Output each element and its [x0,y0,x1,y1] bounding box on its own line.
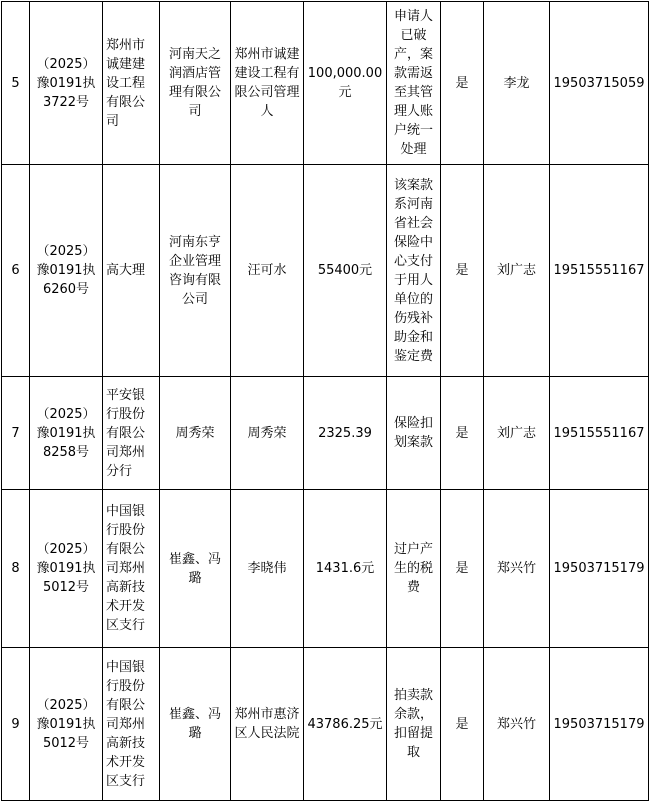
reason: 拍卖款余款，扣留提取 [387,648,441,801]
amount: 55400元 [304,165,387,377]
respondent: 崔鑫、冯璐 [160,648,231,801]
payee: 李晓伟 [231,490,304,648]
row-number: 5 [2,2,30,165]
row-number: 9 [2,648,30,801]
case-number: （2025）豫0191执5012号 [30,648,103,801]
respondent: 河南天之润酒店管理有限公司 [160,2,231,165]
flag: 是 [441,490,484,648]
case-number: （2025）豫0191执5012号 [30,490,103,648]
case-number: （2025）豫0191执3722号 [30,2,103,165]
respondent: 崔鑫、冯璐 [160,490,231,648]
judge: 刘广志 [484,377,550,490]
table-row [2,490,649,648]
phone: 19503715179 [550,490,649,648]
reason: 保险扣划案款 [387,377,441,490]
respondent: 河南东亨企业管理咨询有限公司 [160,165,231,377]
applicant: 高大理 [103,165,160,377]
row-number: 8 [2,490,30,648]
amount: 1431.6元 [304,490,387,648]
table-row [2,648,649,801]
applicant: 平安银行股份有限公司郑州分行 [103,377,160,490]
amount: 43786.25元 [304,648,387,801]
payee: 周秀荣 [231,377,304,490]
reason: 该案款系河南省社会保险中心支付于用人单位的伤残补助金和鉴定费 [387,165,441,377]
judge: 郑兴竹 [484,648,550,801]
row-number: 7 [2,377,30,490]
table-row [2,165,649,377]
reason: 过户产生的税费 [387,490,441,648]
payee: 汪可水 [231,165,304,377]
flag: 是 [441,2,484,165]
phone: 19515551167 [550,165,649,377]
case-number: （2025）豫0191执6260号 [30,165,103,377]
flag: 是 [441,165,484,377]
payee: 郑州市惠济区人民法院 [231,648,304,801]
applicant: 中国银行股份有限公司郑州高新技术开发区支行 [103,490,160,648]
judge: 郑兴竹 [484,490,550,648]
table-row [2,2,649,165]
case-payment-table [1,1,649,801]
judge: 刘广志 [484,165,550,377]
applicant: 中国银行股份有限公司郑州高新技术开发区支行 [103,648,160,801]
judge: 李龙 [484,2,550,165]
respondent: 周秀荣 [160,377,231,490]
amount: 100,000.00元 [304,2,387,165]
row-number: 6 [2,165,30,377]
reason: 申请人已破产，案款需返至其管理人账户统一处理 [387,2,441,165]
phone: 19503715059 [550,2,649,165]
applicant: 郑州市诚建建设工程有限公司 [103,2,160,165]
table-row [2,377,649,490]
amount: 2325.39 [304,377,387,490]
phone: 19515551167 [550,377,649,490]
phone: 19503715179 [550,648,649,801]
payee: 郑州市诚建建设工程有限公司管理人 [231,2,304,165]
case-number: （2025）豫0191执8258号 [30,377,103,490]
flag: 是 [441,648,484,801]
flag: 是 [441,377,484,490]
